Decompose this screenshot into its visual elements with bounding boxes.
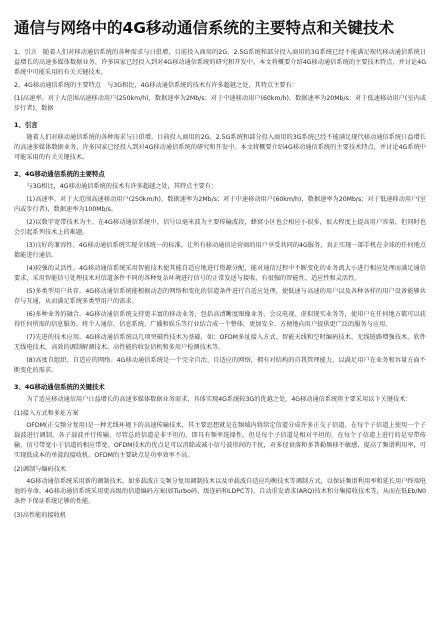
- intro-paragraph: 1、引言 随着人们对移动通信系统的各种需求与日俱增，目前投入商用的2G、2.5G系统和部分投入商用的3G系统已经不能满足现代移动通信系统日益增长的高速多媒体数据业务，许多国家已经投入到对4G移动通信系统的研究和开发中。本文将概要介绍4G移动通信系统的主要技术特点，并讨论4G系统中可能采用的有关关键技术。: [14, 49, 426, 76]
- body-paragraph: (8)高度自组织、自适应的网络。4G移动通信系统是一个完全自治、自适应的网络，拥有对结构的自我管理能力，以满足用户在业务和容量方面不断变化的需求。: [14, 357, 426, 374]
- intro-paragraph: 2、4G移动通信系统的主要特点 与3G相比，4G移动通信系统的技术有许多超越之处，其特点主要有：: [14, 82, 298, 89]
- body-paragraph: (3)良好的兼容性。4G移动通信系统实现全球统一的标准，让所有移动通信运营商的用户享受共同的4G服务，真正实现一部手机在全球的任何地点都能进行通信。: [14, 242, 426, 259]
- section-heading: 1、引言: [14, 121, 38, 129]
- body-paragraph: OFDM(正交频分复用)是一种无线环境下的高速传输技术，其主要思想就是在频域内将给定信道分成许多正交子信道，在每个子信道上使用一个子载波进行调制，各子载波并行传输。尽管总的信道是非平坦的，即具有频率选择性，但是每个子信道是相对平坦的，在每个子信道上进行的是窄带传输，信号带宽小于信道的相应带宽。OFDM技术的优点是可以消除或减小信号波形间的干扰，对多径衰落和多普勒频移不敏感，提高了频谱利用率，可实现低成本的单波段接收机。OFDM的主要缺点是功率效率不高。: [14, 422, 426, 459]
- body-paragraph: 4G移动通信系统采用新的调制技术，如多载波正交频分复用调制技术以及单载波自适应均衡技术等调制方式，以保证频谱利用率和延长用户终端电池的寿命。4G移动通信系统采用更高级的信道编码方案(如Turbo码、级连码和LDPC等)、自动重发请求(ARQ)技术和分集接收技术等，从而在低Eb/N0条件下保证系统足够的性能。: [14, 478, 426, 505]
- body-paragraph: (4)较强的灵活性。4G移动通信系统采用智能技术使其能自适应地进行资源分配，能对通信过程中不断变化的业务流大小进行相应处理而满足通信要求，采用智能信号处理技术对信道条件不同的各种复杂环境进行信号的正常发送与接收，有很强的智能性、适应性和灵活性。: [14, 265, 426, 282]
- subsection-heading: (2)调制与编码技术: [14, 466, 67, 473]
- body-paragraph: (5)多类型用户共存。4G移动通信系统能根据动态的网络和变化的信道条件进行自适应处理，使低速与高速的用户以及各种各样的用户设备能够共存与互通，从而满足系统多类型用户的需求。: [14, 288, 426, 305]
- section-heading: 2、4G移动通信系统的主要特点: [14, 170, 105, 178]
- body-paragraph: 随着人们对移动通信系统的各种需求与日俱增，目前投入商用的2G、2.5G系统和部分投入商用的3G系统已经不能满足现代移动通信系统日益增长的高速多媒体数据业务，许多国家已经投入到对4G移动通信系统的研究和开发中。本文将概要介绍4G移动通信系统的主要技术特点，并讨论4G系统中可能采用的有关关键技术。: [14, 134, 426, 161]
- body-paragraph: (2)以数字宽带技术为主。在4G移动通信系统中，信号以毫米波为主要传输波段，蜂窝小区也会相应小很多，很大程度上提高用户容量，但同时也会引起系列技术上的难题。: [14, 219, 426, 236]
- body-paragraph: 与3G相比，4G移动通信系统的技术有许多超越之处，其特点主要有：: [26, 183, 218, 190]
- body-paragraph: (7)先进的技术应用。4G移动通信系统以几项突破性技术为基础，如：OFDM多址接入方式、智能天线和空时编码技术、无线链路增强技术、软件无线电技术、高效的调制解调技术、高性能的收发信机和多用户检测技术等。: [14, 334, 426, 351]
- subsection-heading: (1)接入方式和多址方案: [14, 410, 79, 417]
- subsection-heading: (3)高性能的接收机: [14, 512, 67, 519]
- document-title: 通信与网络中的4G移动通信系统的主要特点和关键技术: [14, 19, 395, 37]
- intro-paragraph: (1)高速率。对于大范围高速移动用户(250km/h)，数据速率为2Mb/s；对于中速移动用户(60km/h)，数据速率为20Mb/s；对于低速移动用户(室内或步行者)，数据: [14, 95, 426, 112]
- body-paragraph: 为了适应移动通信用户日益增长的高速多媒体数据业务需求，具体实现4G系统较3G的优越之处，4G移动通信系统将主要采用以下关键技术：: [26, 396, 412, 403]
- body-paragraph: (6)多种业务的融合。4G移动通信系统支持更丰富的移动业务，包括高清晰度图像业务、会议电视、虚拟现实业务等，使用户在任何地方都可以获得任何所需的信息服务。将个人通信、信息系统、广播和娱乐等行业结合成一个整体，更加安全、方便地向用户提供更广泛的服务与应用。: [14, 311, 426, 328]
- section-heading: 3、4G移动通信系统的关键技术: [14, 383, 105, 391]
- body-paragraph: (1)高速率。对于大范围高速移动用户(250km/h)，数据速率为2Mb/s；对于中速移动用户(60km/h)，数据速率为20Mb/s；对于低速移动用户(室内或步行者)，数据速率为100Mb/s。: [14, 196, 426, 213]
